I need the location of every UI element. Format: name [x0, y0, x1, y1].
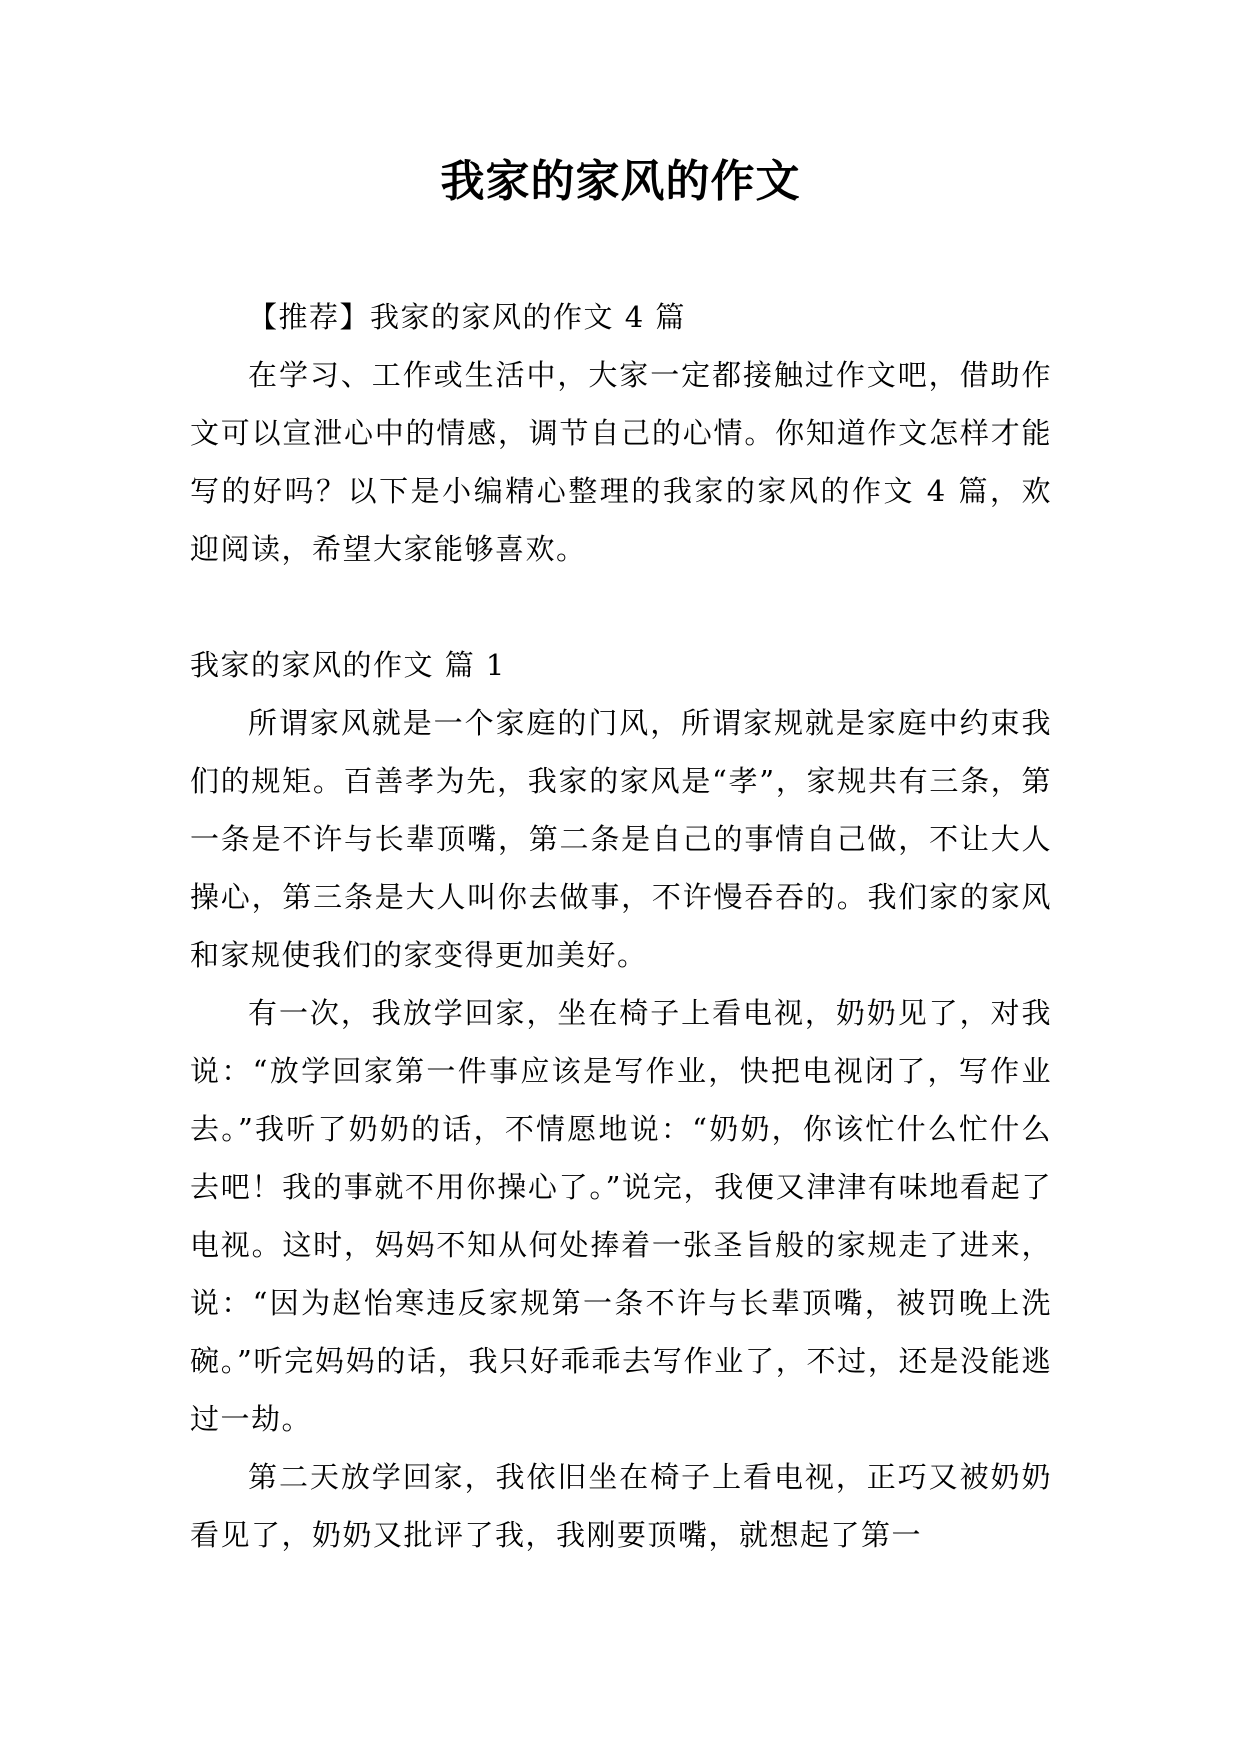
- intro-paragraph: 【推荐】我家的家风的作文 4 篇: [248, 300, 686, 334]
- document-title: 我家的家风的作文: [440, 156, 801, 207]
- section-heading: 我家的家风的作文 篇 1: [190, 648, 506, 682]
- section-paragraph: 有一次，我放学回家，坐在椅子上看电视，奶奶见了，对我说：“放学回家第一件事应该是写作业，快把电视闭了，写作业去。”我听了奶奶的话，不情愿地说：“奶奶，你该忙什么忙什么去吧！我的事就不用你操心了。”说完，我便又津津有味地看起了电视。这时，妈妈不知从何处捧着一张圣旨般的家规走了进来，说：“因为赵怡寒违反家规第一条不许与长辈顶嘴，被罚晚上洗碗。”听完妈妈的话，我只好乖乖去写作业了，不过，还是没能逃过一劫。: [190, 996, 1052, 1436]
- intro-paragraph: 在学习、工作或生活中，大家一定都接触过作文吧，借助作文可以宣泄心中的情感，调节自己的心情。你知道作文怎样才能写的好吗？以下是小编精心整理的我家的家风的作文 4 篇，欢迎阅读，希望大家能够喜欢。: [190, 358, 1052, 566]
- document-body: [190, 288, 1052, 1564]
- section-paragraph: 第二天放学回家，我依旧坐在椅子上看电视，正巧又被奶奶看见了，奶奶又批评了我，我刚要顶嘴，就想起了第一: [190, 1460, 1052, 1552]
- section-paragraph: 所谓家风就是一个家庭的门风，所谓家规就是家庭中约束我们的规矩。百善孝为先，我家的家风是“孝”，家规共有三条，第一条是不许与长辈顶嘴，第二条是自己的事情自己做，不让大人操心，第三条是大人叫你去做事，不许慢吞吞的。我们家的家风和家规使我们的家变得更加美好。: [190, 706, 1052, 972]
